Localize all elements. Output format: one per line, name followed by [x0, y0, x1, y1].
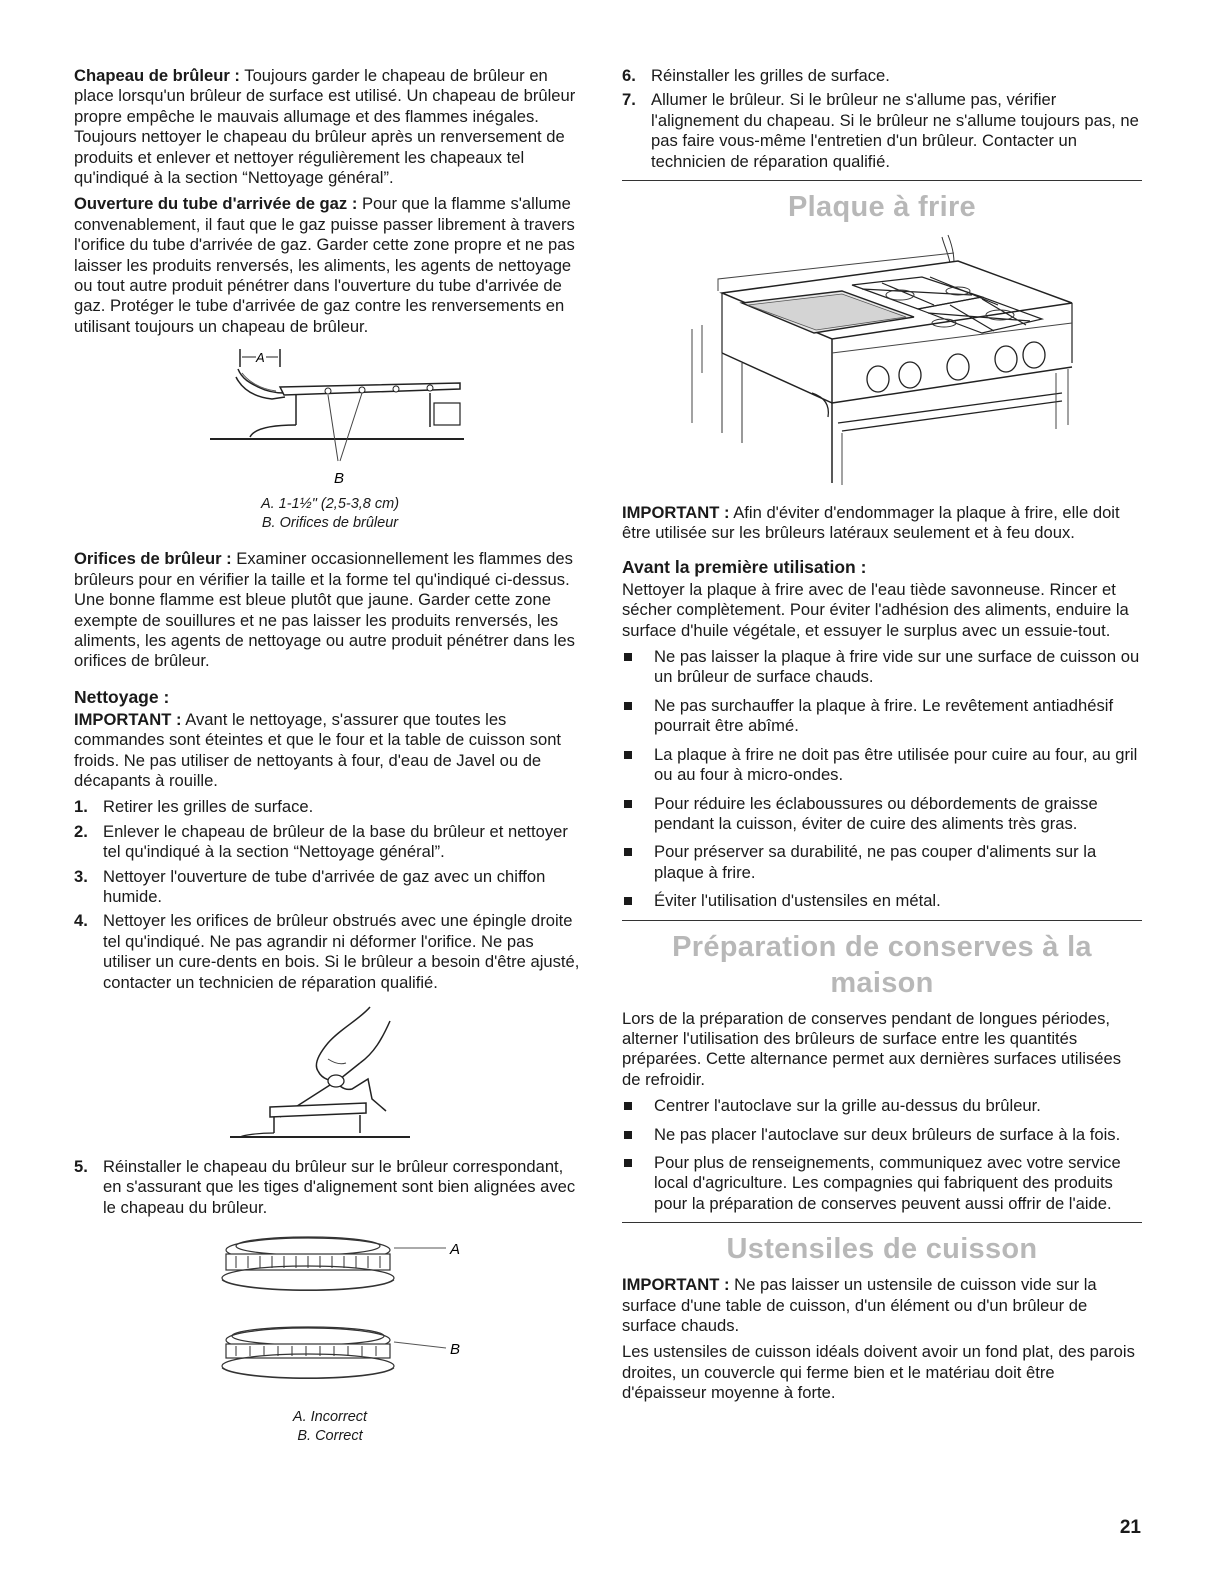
page-number: 21	[1119, 1517, 1141, 1538]
lead-chapeau: Chapeau de brûleur :	[74, 66, 240, 85]
text-ustensiles-important: Ne pas laisser un ustensile de cuisson vide sur la surface d'une table de cuisson, d'un élément ou d'un brûleur de surface chauds.	[622, 1275, 1097, 1335]
fig1-caption-a: A. 1-1½" (2,5-3,8 cm)	[260, 496, 400, 513]
fig3-label-a: A	[450, 1241, 461, 1259]
list-item	[622, 842, 1142, 883]
step-text: Nettoyer les orifices de brûleur obstrués avec une épingle droite tel qu'indiqué. Ne pas agrandir ni déformer l'orifice. Ne pas utiliser un cure-dents en bois. Si le brûleur a besoin d'être ajusté, contacter un technicien de réparation qualifié.	[103, 911, 580, 992]
paragraph-conserves: Lors de la préparation de conserves pendant de longues périodes, alterner l'utilisation des brûleurs de surface entre les quantités préparées. Cette alternance permet aux dernières surfaces utilisées de refroidir.	[622, 1008, 1121, 1089]
fig3-caption-b: B. Correct	[297, 1428, 363, 1445]
list-item	[622, 90, 1142, 172]
list-item	[622, 66, 1142, 86]
bullet-text: Pour réduire les éclaboussures ou débordements de graisse pendant la cuisson, éviter de cuire des aliments très gras.	[654, 793, 1098, 833]
list-item	[622, 647, 1142, 688]
text-orifices: Examiner occasionnellement les flammes des brûleurs pour en vérifier la taille et la forme tel qu'indiqué ci-dessus. Une bonne flamme est bleue plutôt que jaune. Garder cette zone exempte de souillures et ne pas laisser les produits renversés, les aliments, les agents de nettoyage ou autre produit pénétrer dans les orifices de brûleur.	[74, 549, 575, 671]
bullet-marker	[624, 848, 632, 856]
text-important: Avant le nettoyage, s'assurer que toutes les commandes sont éteintes et que le four et la table de cuisson sont froids. Ne pas utiliser de nettoyants à four, d'eau de Javel ou de décapants à rouille.	[74, 709, 562, 790]
paragraph-avant: Nettoyer la plaque à frire avec de l'eau tiède savonneuse. Rincer et sécher complètement. Pour éviter l'adhésion des aliments, enduire la surface d'huile végétale, et essuyer le surplus avec un essuie-tout.	[622, 579, 1129, 640]
section-divider	[622, 180, 1142, 181]
conserves-bullets	[622, 1096, 1142, 1214]
lead-plaque-important: IMPORTANT :	[622, 503, 730, 523]
list-item	[74, 797, 586, 817]
step-number: 3.	[74, 866, 88, 886]
paragraph-orifices	[74, 549, 586, 671]
list-item	[74, 911, 586, 993]
step-5-list	[74, 1157, 586, 1218]
conserves-section-title: Préparation de conserves à la maison	[672, 930, 1092, 999]
lead-orifices: Orifices de brûleur :	[74, 549, 232, 569]
step-number: 6.	[622, 66, 636, 85]
bullet-text: Ne pas placer l'autoclave sur deux brûleurs de surface à la fois.	[654, 1124, 1121, 1144]
step-number: 1.	[74, 797, 88, 817]
step-number: 7.	[622, 90, 636, 110]
bullet-marker	[624, 897, 632, 905]
list-item	[74, 1157, 586, 1218]
bullet-text: La plaque à frire ne doit pas être utilisée pour cuire au four, au gril ou au four à micro-ondes.	[654, 744, 1138, 785]
bullet-marker	[624, 751, 632, 759]
bullet-text: Pour préserver sa durabilité, ne pas couper d'aliments sur la plaque à frire.	[654, 842, 1097, 882]
bullet-text: Centrer l'autoclave sur la grille au-dessus du brûleur.	[654, 1096, 1041, 1116]
bullet-text: Éviter l'utilisation d'ustensiles en métal.	[654, 891, 941, 911]
bullet-marker	[624, 1102, 632, 1110]
bullet-marker	[624, 1159, 632, 1167]
burner-gap-figure	[180, 347, 480, 487]
step-text: Allumer le brûleur. Si le brûleur ne s'allume pas, vérifier l'alignement du chapeau. Si le brûleur ne s'allume toujours pas, ne pas faire vous-même l'entretien d'un brûleur. Contacter un technicien de réparation qualifié.	[651, 90, 1139, 171]
list-item	[622, 745, 1142, 786]
fig1-label-a: A	[256, 350, 265, 366]
bullet-marker	[624, 702, 632, 710]
step-number: 5.	[74, 1157, 88, 1176]
list-item	[74, 822, 586, 863]
fig3-label-b: B	[450, 1341, 461, 1359]
bullet-text: Ne pas laisser la plaque à frire vide sur une surface de cuisson ou un brûleur de surface chauds.	[654, 647, 1140, 687]
pin-cleaning-figure	[210, 999, 450, 1149]
list-item	[622, 891, 1142, 911]
left-column	[74, 66, 586, 1446]
step-number: 4.	[74, 911, 88, 931]
plaque-section-title: Plaque à frire	[788, 191, 976, 224]
list-item	[622, 794, 1142, 835]
avant-heading: Avant la première utilisation :	[622, 556, 867, 577]
lead-ouverture: Ouverture du tube d'arrivée de gaz :	[74, 194, 358, 214]
fig1-label-b: B	[334, 470, 345, 488]
list-item	[622, 1153, 1142, 1214]
step-number: 2.	[74, 821, 88, 841]
paragraph-ustensiles: Les ustensiles de cuisson idéals doivent avoir un fond plat, des parois droites, un couvercle qui ferme bien et le matériau doit être d'épaisseur moyenne à forte.	[622, 1342, 1135, 1403]
step-text: Réinstaller les grilles de surface.	[651, 66, 890, 85]
list-item	[622, 1125, 1142, 1145]
paragraph-plaque-important	[622, 503, 1142, 544]
text-plaque-important: Afin d'éviter d'endommager la plaque à frire, elle doit être utilisée sur les brûleurs latéraux seulement et à feu doux.	[622, 503, 1120, 543]
bullet-marker	[624, 800, 632, 808]
section-divider	[622, 1222, 1142, 1223]
bullet-marker	[624, 653, 632, 661]
list-item	[74, 867, 586, 908]
step-text: Enlever le chapeau de brûleur de la base du brûleur et nettoyer tel qu'indiqué à la section “Nettoyage général”.	[103, 821, 568, 862]
plaque-bullets	[622, 647, 1142, 911]
list-item	[622, 1096, 1142, 1116]
text-ouverture: Pour que la flamme s'allume convenablement, il faut que le gaz puisse passer librement à travers l'orifice du tube d'arrivée de gaz. Garder cette zone propre et ne pas laisser les produits renversés, les aliments, les agents de nettoyage ou tout autre produit pénétrer dans l'ouverture du tube d'arrivée de gaz. Protéger le tube d'arrivée de gaz contre les renversements en utilisant toujours un chapeau de brûleur.	[74, 194, 575, 336]
paragraph-important-nettoyage	[74, 710, 586, 792]
step-text: Réinstaller le chapeau du brûleur sur le brûleur correspondant, en s'assurant que les tiges d'alignement sont bien alignées avec le chapeau du brûleur.	[103, 1157, 576, 1217]
text-chapeau: Toujours garder le chapeau de brûleur en place lorsqu'un brûleur de surface est utilisé. Un chapeau de brûleur propre empêche le mauvais allumage et des flammes inégales. Toujours nettoyer le chapeau du brûleur après un renversement de produits et enlever et nettoyer régulièrement les chapeaux tel qu'indiqué à la section “Nettoyage général”.	[74, 66, 576, 188]
lead-important: IMPORTANT :	[74, 709, 182, 729]
lead-ustensiles-important: IMPORTANT :	[622, 1275, 730, 1295]
step-text: Nettoyer l'ouverture de tube d'arrivée de gaz avec un chiffon humide.	[103, 866, 546, 906]
step-text: Retirer les grilles de surface.	[103, 797, 314, 817]
right-column	[622, 66, 1142, 1410]
bullet-marker	[624, 1131, 632, 1139]
bullet-text: Ne pas surchauffer la plaque à frire. Le revêtement antiadhésif pourrait être abîmé.	[654, 695, 1114, 736]
nettoyage-heading: Nettoyage :	[74, 686, 170, 707]
ustensiles-section-title: Ustensiles de cuisson	[726, 1233, 1038, 1266]
fig3-caption-a: A. Incorrect	[292, 1409, 368, 1426]
fig1-caption-b: B. Orifices de brûleur	[261, 515, 399, 532]
list-item	[622, 696, 1142, 737]
range-griddle-figure	[682, 233, 1082, 497]
cap-alignment-figure	[180, 1224, 480, 1404]
section-divider	[622, 920, 1142, 921]
bullet-text: Pour plus de renseignements, communiquez avec votre service local d'agriculture. Les compagnies qui fabriquent des produits pour la préparation de conserves peuvent aussi offrir de l'aide.	[654, 1152, 1121, 1213]
paragraph-chapeau	[74, 66, 586, 188]
steps-6-7-list	[622, 66, 1142, 172]
cleaning-steps-list	[74, 797, 586, 993]
paragraph-ouverture	[74, 194, 586, 337]
paragraph-ustensiles-important	[622, 1275, 1142, 1336]
